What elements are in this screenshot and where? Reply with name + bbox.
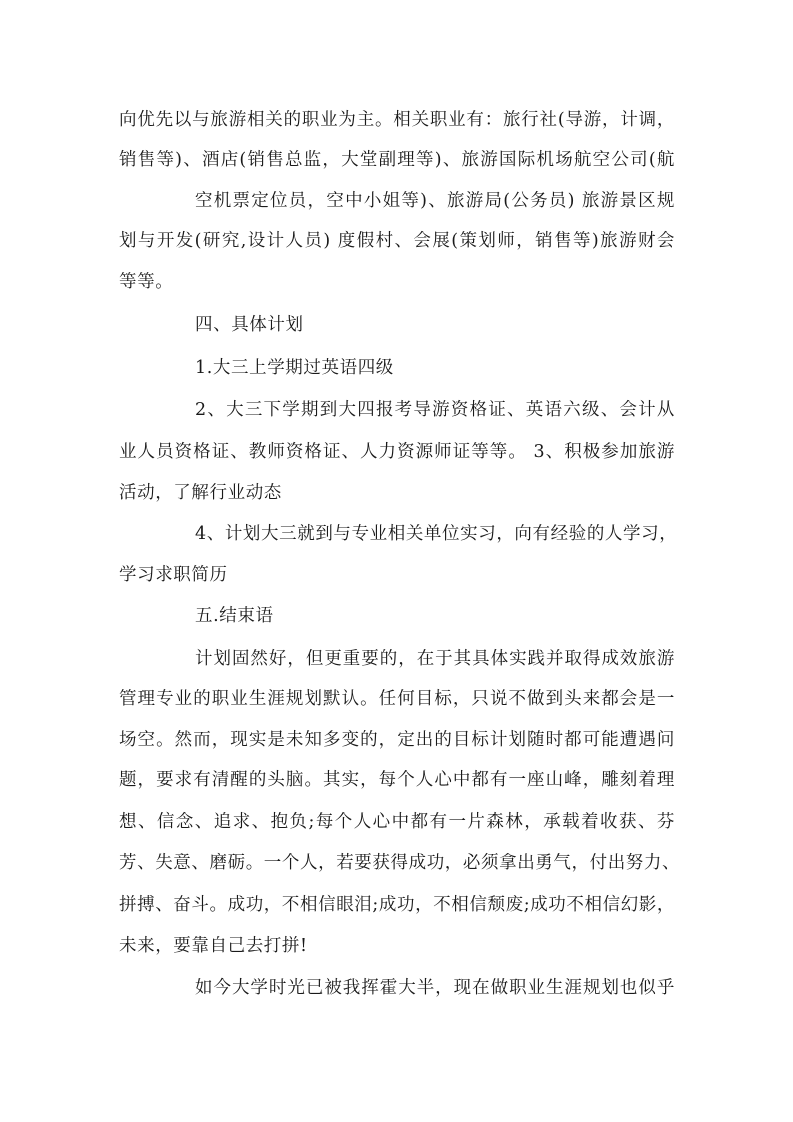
text-line: 学习求职简历 — [119, 565, 228, 585]
text-line: 题，要求有清醒的头脑。其实，每个人心中都有一座山峰，雕刻着理 — [119, 770, 675, 790]
text-line: 未来，要靠自己去打拼! — [119, 936, 308, 956]
text-line: 向优先以与旅游相关的职业为主。相关职业有：旅行社(导游，计调， — [119, 110, 675, 130]
text-line: 如今大学时光已被我挥霍大半，现在做职业生涯规划也似乎 — [195, 978, 675, 998]
text-line: 管理专业的职业生涯规划默认。任何目标，只说不做到头来都会是一 — [119, 689, 675, 709]
text-line: 空机票定位员，空中小姐等)、旅游局(公务员) 旅游景区规 — [195, 191, 675, 211]
list-item: 2、大三下学期到大四报考导游资格证、英语六级、会计从 — [195, 400, 675, 420]
text-line: 业人员资格证、教师资格证、人力资源师证等等。 3、积极参加旅游 — [119, 442, 675, 462]
section-heading: 五.结束语 — [195, 606, 274, 626]
text-line: 计划固然好，但更重要的，在于其具体实践并取得成效旅游 — [195, 649, 675, 669]
text-line: 芳、失意、磨砺。一个人，若要获得成功，必须拿出勇气，付出努力、 — [119, 853, 681, 873]
text-line: 想、信念、追求、抱负;每个人心中都有一片森林，承载着收获、芬 — [119, 812, 675, 832]
text-line: 拼搏、奋斗。成功，不相信眼泪;成功，不相信颓废;成功不相信幻影， — [119, 895, 675, 915]
text-line: 活动，了解行业动态 — [119, 483, 282, 503]
list-item: 1.大三上学期过英语四级 — [195, 358, 394, 378]
text-line: 等等。 — [119, 272, 174, 292]
text-line: 划与开发(研究,设计人员) 度假村、会展(策划师，销售等)旅游财会 — [119, 231, 675, 251]
section-heading: 四、具体计划 — [195, 315, 304, 335]
text-line: 销售等)、酒店(销售总监，大堂副理等)、旅游国际机场航空公司(航 — [119, 150, 675, 170]
text-line: 场空。然而，现实是未知多变的，定出的目标计划随时都可能遭遇问 — [119, 730, 675, 750]
list-item: 4、计划大三就到与专业相关单位实习，向有经验的人学习， — [195, 524, 678, 544]
